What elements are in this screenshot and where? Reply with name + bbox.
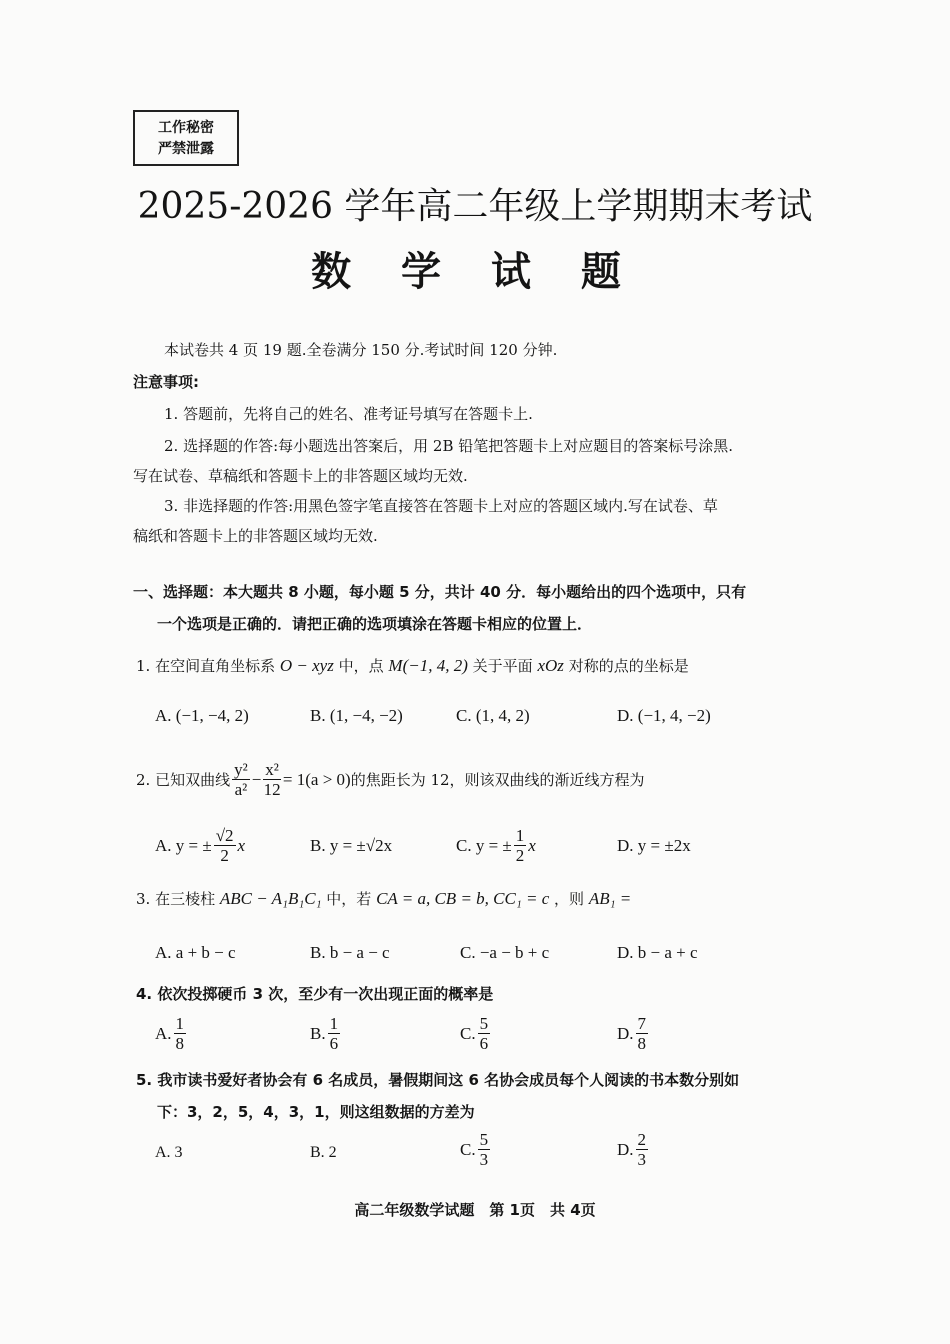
q4-option-d xyxy=(617,1014,650,1053)
q1-post: 对称的点的坐标是 xyxy=(568,657,689,675)
section1-line2: 一个选项是正确的．请把正确的选项填涂在答题卡相应的位置上． xyxy=(157,615,593,633)
q3-option-a: A. a + b − c xyxy=(155,943,236,962)
q2-a-num: √2 xyxy=(215,826,234,845)
q2-post: 的焦距长为 12，则该双曲线的渐近线方程为 xyxy=(350,770,645,789)
note-2a: 2. 选择题的作答:每小题选出答案后，用 2B 铅笔把答题卡上对应题目的答案标号涂黑. xyxy=(164,437,734,455)
q1-point: M(−1, 4, 2) xyxy=(388,656,468,675)
q3-option-c: C. −a − b + c xyxy=(460,943,550,962)
q2-a-pre: A. y = ± xyxy=(155,835,212,855)
question-5-line1: 5. 我市读书爱好者协会有 6 名成员，暑假期间这 6 名协会成员每个人阅读的书本数分别如 xyxy=(136,1071,740,1089)
question-4-stem: 4. 依次投掷硬币 3 次，至少有一次出现正面的概率是 xyxy=(136,985,494,1003)
section1-line1: 一、选择题：本大题共 8 小题，每小题 5 分，共计 40 分．每小题给出的四个选项中，只有 xyxy=(133,583,747,601)
q5-c-label: C. xyxy=(460,1139,476,1159)
q4-option-c xyxy=(460,1014,492,1053)
q3-ask: AB₁ = xyxy=(588,889,632,908)
question-3-stem xyxy=(136,889,631,909)
q4-b-den: 6 xyxy=(329,1034,339,1053)
note-2b: 写在试卷、草稿纸和答题卡上的非答题区域均无效. xyxy=(133,467,468,485)
q2-pre: 2. 已知双曲线 xyxy=(136,770,231,789)
q2-eq-rest: = 1(a > 0) xyxy=(282,769,351,789)
q1-mid2: 关于平面 xyxy=(472,657,533,675)
exam-title: 2025-2026 学年高二年级上学期期末考试 xyxy=(137,186,813,227)
note-3a: 3. 非选择题的作答:用黑色签字笔直接答在答题卡上对应的答题区域内.写在试卷、草 xyxy=(164,497,718,515)
q3-option-d: D. b − a + c xyxy=(617,943,698,962)
q2-fraction-2 xyxy=(263,760,281,799)
q4-c-num: 5 xyxy=(479,1014,489,1033)
question-2-stem: 2. 已知双曲线 $\frac{\text{y²}}{\text{a²}}$ − $\frac{\text{x²}}{12}$ = 1(a > 0) 的焦距长为 12，则该双曲线的渐近线方程为 xyxy=(136,760,645,799)
note-3b: 稿纸和答题卡上的非答题区域均无效. xyxy=(133,527,378,545)
q2-option-a xyxy=(155,826,245,865)
q1-coordinate-system: O − xyz xyxy=(279,656,334,675)
q1-plane: xOz xyxy=(537,656,564,675)
question-1-stem xyxy=(136,656,689,676)
q1-pre: 1. 在空间直角坐标系 xyxy=(136,657,276,675)
q2-option-b: B. y = ±√2x xyxy=(310,836,393,855)
q5-option-a: A. 3 xyxy=(155,1144,183,1161)
q5-option-d xyxy=(617,1130,650,1169)
q1-option-d: D. (−1, 4, −2) xyxy=(617,706,711,725)
intro-text: 本试卷共 4 页 19 题.全卷满分 150 分.考试时间 120 分钟. xyxy=(164,341,558,359)
q2-f2-num: x² xyxy=(265,760,279,779)
q4-a-num: 1 xyxy=(175,1014,185,1033)
page-footer: 高二年级数学试题 第 1页 共 4页 xyxy=(354,1201,596,1219)
q2-a-fraction xyxy=(214,826,236,865)
stamp-line-2: 严禁泄露 xyxy=(158,141,214,157)
q4-c-label: C. xyxy=(460,1023,476,1043)
q2-fraction-1 xyxy=(232,760,250,799)
subject-title: 数 学 试 题 xyxy=(311,249,639,295)
q2-option-d: D. y = ±2x xyxy=(617,836,691,855)
question-5-line2: 下：3，2，5，4，3，1，则这组数据的方差为 xyxy=(157,1103,475,1121)
q2-a-post: x xyxy=(237,835,246,855)
q3-pre: 3. 在三棱柱 xyxy=(136,890,216,908)
q3-option-b: B. b − a − c xyxy=(310,943,390,962)
q5-c-fraction xyxy=(478,1130,491,1169)
q2-a-den: 2 xyxy=(220,846,229,865)
q4-d-label: D. xyxy=(617,1023,634,1043)
q4-d-num: 7 xyxy=(637,1014,647,1033)
q3-post: ，则 xyxy=(554,890,585,908)
q4-option-a xyxy=(155,1014,188,1053)
q4-d-fraction xyxy=(636,1014,649,1053)
q4-b-label: B. xyxy=(310,1023,326,1043)
q4-d-den: 8 xyxy=(637,1034,647,1053)
q2-c-den: 2 xyxy=(515,846,525,865)
q2-c-post: x xyxy=(528,835,536,855)
q5-d-den: 3 xyxy=(637,1150,647,1169)
q1-option-b: B. (1, −4, −2) xyxy=(310,706,403,725)
q3-prism: ABC − A₁B₁C₁ xyxy=(219,889,322,908)
q4-b-num: 1 xyxy=(329,1014,339,1033)
q5-d-num: 2 xyxy=(637,1130,647,1149)
q2-c-fraction xyxy=(514,826,527,865)
q2-f1-num: y² xyxy=(234,760,248,779)
q1-option-a: A. (−1, −4, 2) xyxy=(155,706,249,725)
q4-a-fraction xyxy=(174,1014,187,1053)
q3-mid: 中，若 xyxy=(326,890,372,908)
q4-c-fraction xyxy=(478,1014,491,1053)
q3-condition: CA = a, CB = b, CC₁ = c xyxy=(376,889,550,908)
q5-d-label: D. xyxy=(617,1139,634,1159)
stamp-line-1: 工作秘密 xyxy=(158,120,214,136)
q4-a-label: A. xyxy=(155,1023,172,1043)
q5-c-den: 3 xyxy=(479,1150,489,1169)
q2-c-pre: C. y = ± xyxy=(456,835,512,855)
q4-b-fraction xyxy=(328,1014,341,1053)
q2-f2-den: 12 xyxy=(263,780,281,799)
q5-option-c xyxy=(460,1130,492,1169)
q2-c-num: 1 xyxy=(515,826,525,845)
q4-a-den: 8 xyxy=(175,1034,185,1053)
note-1: 1. 答题前，先将自己的姓名、准考证号填写在答题卡上. xyxy=(164,405,533,423)
q2-option-c xyxy=(456,826,536,865)
q5-c-num: 5 xyxy=(479,1130,489,1149)
q1-option-c: C. (1, 4, 2) xyxy=(456,706,530,725)
q1-mid: 中，点 xyxy=(338,657,384,675)
notes-heading: 注意事项: xyxy=(133,373,199,391)
q5-d-fraction xyxy=(636,1130,649,1169)
q4-c-den: 6 xyxy=(479,1034,489,1053)
q4-option-b xyxy=(310,1014,342,1053)
q2-f1-den: a² xyxy=(234,780,248,799)
q5-option-b: B. 2 xyxy=(310,1144,337,1161)
confidential-stamp xyxy=(133,110,239,166)
